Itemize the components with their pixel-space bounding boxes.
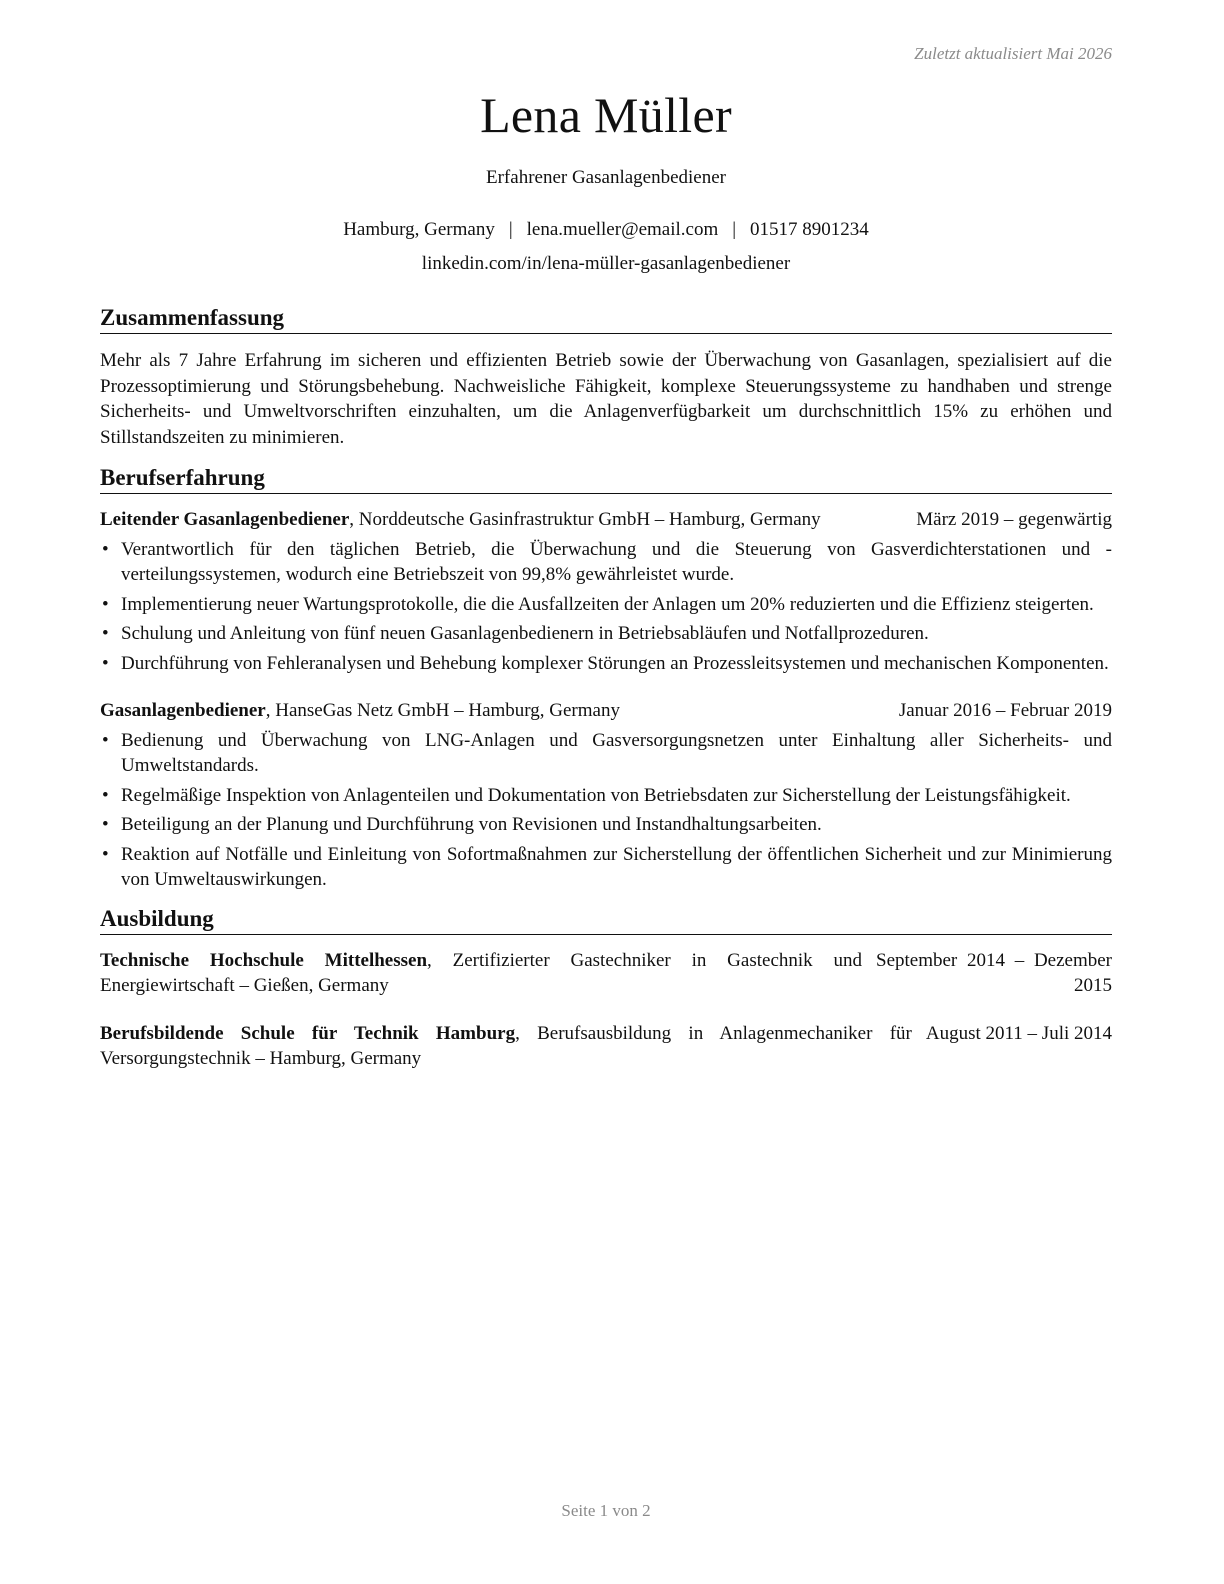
education-degree: , Berufsausbildung in Anlagenmechaniker für Versorgungstechnik – Hamburg, Germany (100, 1022, 912, 1069)
education-dates: September 2014 – Dezember 2015 (876, 949, 1112, 996)
job-entry (100, 698, 1112, 893)
contact-line (100, 219, 1112, 241)
job-title-line (100, 698, 876, 724)
job-entry (100, 507, 1112, 676)
education-school: Berufsbildende Schule für Technik Hamburg (100, 1022, 516, 1044)
job-company: , HanseGas Netz GmbH – Hamburg, Germany (265, 700, 620, 721)
section-title-experience: Berufserfahrung (100, 464, 1112, 494)
section-title-summary: Zusammenfassung (100, 304, 1112, 334)
contact-separator: | (508, 219, 513, 240)
section-title-education: Ausbildung (100, 905, 1112, 935)
education-entry (100, 948, 1112, 999)
summary-text: Mehr als 7 Jahre Erfahrung im sicheren und effizienten Betrieb sowie der Überwachung von Gasanlagen, spezialisiert auf die Prozessoptimierung und Störungsbehebung. Nachweisliche Fähigkeit, komplexe Steuerungssysteme zu handhaben und strenge Sicherheits- und Umweltvorschriften einzuhalten, um die Anlagenverfügbarkeit um durchschnittlich 15% zu erhöhen und Stillstandszeiten zu minimieren. (100, 350, 1112, 448)
education-title-line (100, 948, 876, 999)
last-updated-note: Zuletzt aktualisiert Mai 2026 (914, 44, 1112, 63)
candidate-name: Lena Müller (480, 87, 732, 143)
email-link[interactable]: lena.mueller@email.com (526, 219, 719, 240)
linkedin-link[interactable]: linkedin.com/in/lena-müller-gasanlagenbediener (421, 253, 791, 274)
job-title-line (100, 507, 916, 533)
list-item: • Bedienung und Überwachung von LNG-Anlagen und Gasversorgungsnetzen unter Einhaltung aller Sicherheits- und Umweltstandards. (100, 728, 1112, 779)
education-title-line (100, 1021, 926, 1072)
list-item: • Schulung und Anleitung von fünf neuen Gasanlagenbedienern in Betriebsabläufen und Notfallprozeduren. (100, 621, 1112, 647)
candidate-role: Erfahrener Gasanlagenbediener (486, 167, 726, 188)
list-item: • Reaktion auf Notfälle und Einleitung von Sofortmaßnahmen zur Sicherstellung der öffentlichen Sicherheit und zur Minimierung von Umweltauswirkungen. (100, 842, 1112, 893)
list-item: • Durchführung von Fehleranalysen und Behebung komplexer Störungen an Prozessleitsystemen und mechanischen Komponenten. (100, 651, 1112, 677)
list-item: • Beteiligung an der Planung und Durchführung von Revisionen und Instandhaltungsarbeiten. (100, 812, 1112, 838)
education-header (100, 948, 1112, 999)
education-header (100, 1021, 1112, 1072)
education-entry (100, 1021, 1112, 1072)
education-school: Technische Hochschule Mittelhessen (100, 949, 428, 971)
job-header (100, 507, 1112, 533)
job-bullets (100, 728, 1112, 893)
resume-body (100, 304, 1112, 1072)
list-item: • Implementierung neuer Wartungsprotokolle, die die Ausfallzeiten der Anlagen um 20% reduzierten und die Effizienz steigerten. (100, 592, 1112, 618)
contact-separator: | (732, 219, 737, 240)
job-dates: März 2019 – gegenwärtig (916, 509, 1112, 530)
phone-text: 01517 8901234 (750, 219, 869, 240)
job-dates: Januar 2016 – Februar 2019 (898, 700, 1112, 721)
education-dates: August 2011 – Juli 2014 (925, 1022, 1112, 1044)
page-number: Seite 1 von 2 (561, 1501, 651, 1520)
job-header (100, 698, 1112, 724)
education-degree: , Zertifizierter Gastechniker in Gastechnik und Energiewirtschaft – Gießen, Germany (100, 949, 862, 996)
job-company: , Norddeutsche Gasinfrastruktur GmbH – Hamburg, Germany (349, 509, 821, 530)
list-item: • Regelmäßige Inspektion von Anlagenteilen und Dokumentation von Betriebsdaten zur Sicherstellung der Leistungsfähigkeit. (100, 783, 1112, 809)
job-bullets (100, 537, 1112, 677)
job-position: Gasanlagenbediener (100, 700, 266, 721)
job-position: Leitender Gasanlagenbediener (100, 509, 350, 530)
list-item: • Verantwortlich für den täglichen Betrieb, die Überwachung und die Steuerung von Gasverdichterstationen und -verteilungssystemen, wodurch eine Betriebszeit von 99,8% gewährleistet wurde. (100, 537, 1112, 588)
location-text: Hamburg, Germany (343, 219, 495, 240)
